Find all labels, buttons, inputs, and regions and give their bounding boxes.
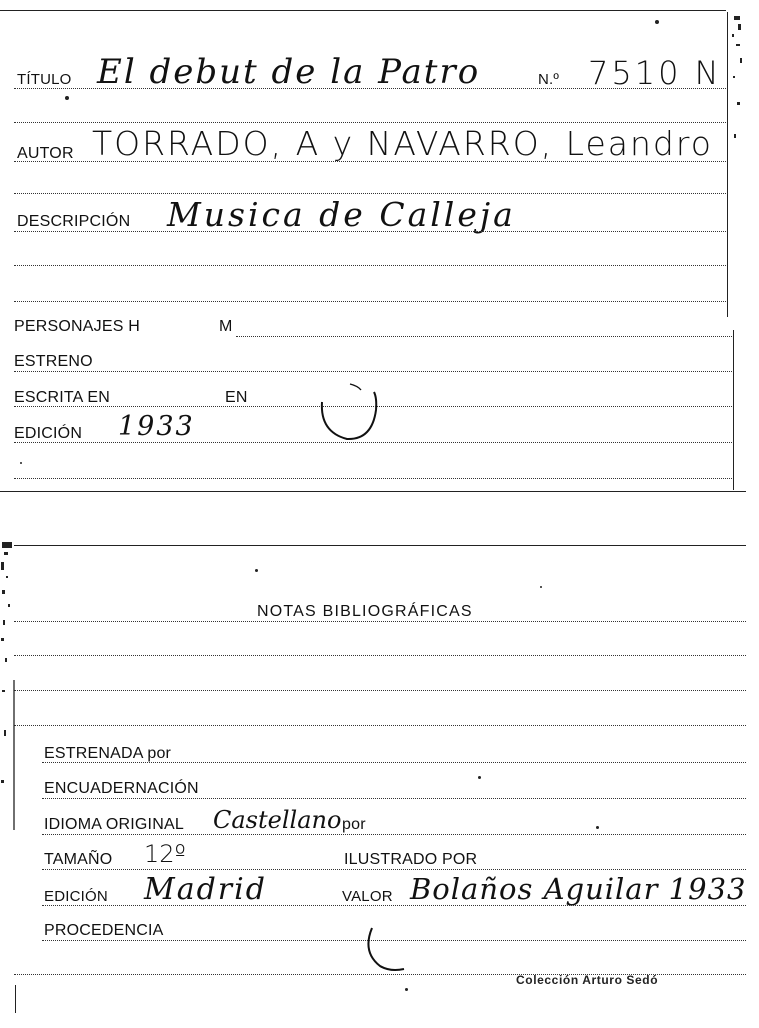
- escrita-en-label: EN: [225, 389, 248, 406]
- blank-dotline-2: [14, 193, 726, 194]
- notas-dotline-1: [14, 621, 746, 622]
- scan-speck: [65, 96, 69, 100]
- punch-hole: [314, 380, 384, 446]
- scan-edge-noise-left: [0, 540, 18, 830]
- descripcion-label: DESCRIPCIÓN: [17, 213, 131, 230]
- descripcion-dotline: [14, 231, 726, 232]
- numero-label: N.º: [538, 71, 560, 88]
- idioma-dotline: [42, 834, 746, 835]
- scan-speck: [255, 569, 258, 572]
- card-back-left-edge: [15, 985, 16, 1013]
- edicion-front-label: EDICIÓN: [14, 425, 83, 442]
- scan-edge-noise-right: [728, 14, 758, 154]
- ilustrado-label: ILUSTRADO POR: [344, 851, 478, 868]
- card-back-top-edge: [14, 545, 746, 546]
- personajes-m-label: M: [219, 318, 233, 335]
- scan-speck: [405, 988, 408, 991]
- estrenada-dotline: [42, 762, 746, 763]
- blank-dotline-4: [14, 301, 726, 302]
- numero-value: 7510 N: [588, 54, 722, 92]
- estrenada-label: ESTRENADA por: [44, 745, 172, 762]
- tamano-label: TAMAÑO: [44, 851, 113, 868]
- punch-hole-back: [360, 922, 410, 974]
- autor-label: AUTOR: [17, 145, 74, 162]
- notas-dotline-3: [14, 690, 746, 691]
- notas-heading: NOTAS BIBLIOGRÁFICAS: [257, 603, 473, 620]
- autor-dotline: [14, 161, 726, 162]
- card-top-edge: [0, 10, 726, 11]
- descripcion-value: Musica de Calleja: [167, 195, 516, 234]
- scan-speck: [540, 586, 542, 588]
- notas-dotline-4: [14, 725, 746, 726]
- notas-dotline-2: [14, 655, 746, 656]
- encuadernacion-label: ENCUADERNACIÓN: [44, 780, 199, 797]
- scan-speck: [20, 462, 22, 464]
- valor-label: VALOR: [342, 888, 393, 905]
- idioma-por-label: por: [342, 816, 366, 833]
- estreno-label: ESTRENO: [14, 353, 93, 370]
- blank-dotline-5: [14, 478, 732, 479]
- titulo-value: El debut de la Patro: [97, 52, 481, 92]
- card-bottom-edge: [0, 491, 746, 492]
- edicion-front-value: 1933: [118, 411, 195, 442]
- scan-speck: [655, 20, 659, 24]
- titulo-label: TÍTULO: [17, 71, 72, 88]
- valor-value: Bolaños Aguilar 1933: [410, 872, 747, 906]
- autor-value: TORRADO, A y NAVARRO, Leandro: [92, 124, 713, 163]
- titulo-dotline: [14, 88, 726, 89]
- tamano-dotline: [42, 869, 746, 870]
- tamano-value: 12º: [144, 840, 186, 868]
- blank-dotline-3: [14, 265, 726, 266]
- coleccion-stamp: Colección Arturo Sedó: [516, 973, 659, 987]
- personajes-label: PERSONAJES H: [14, 318, 140, 335]
- edicion-back-value: Madrid: [144, 872, 267, 907]
- edicion-back-label: EDICIÓN: [44, 888, 108, 905]
- edicion-back-dotline: [42, 905, 746, 906]
- scan-speck: [596, 826, 599, 829]
- encuadernacion-dotline: [42, 798, 746, 799]
- procedencia-label: PROCEDENCIA: [44, 922, 164, 939]
- scan-speck: [478, 776, 481, 779]
- blank-dotline-1: [14, 122, 726, 123]
- card-right-edge-lower: [733, 330, 734, 490]
- idioma-value: Castellano: [213, 806, 342, 834]
- personajes-dotline: [236, 336, 732, 337]
- escrita-label: ESCRITA EN: [14, 389, 110, 406]
- estreno-dotline: [14, 371, 732, 372]
- idioma-label: IDIOMA ORIGINAL: [44, 816, 184, 833]
